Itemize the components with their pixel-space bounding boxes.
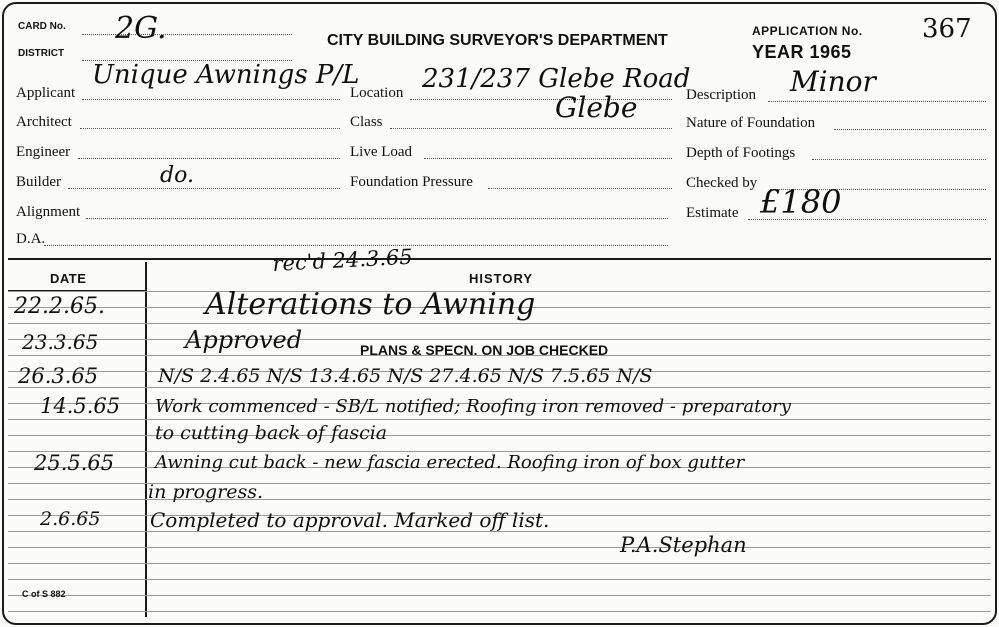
live-load-line <box>424 158 672 159</box>
location-value-2: Glebe <box>555 91 638 124</box>
entry-text: Completed to approval. Marked off list. <box>150 508 550 532</box>
applicant-line <box>82 99 340 100</box>
entry-date: 2.6.65 <box>40 508 101 530</box>
depth-of-footings-line <box>812 159 986 160</box>
builder-label: Builder <box>16 174 61 190</box>
nature-of-foundation-line <box>834 129 986 130</box>
department-title: CITY BUILDING SURVEYOR'S DEPARTMENT <box>327 32 668 49</box>
date-column-header: DATE <box>50 271 87 286</box>
builder-line <box>68 188 340 189</box>
checked-by-label: Checked by <box>686 175 758 191</box>
entry-text: Approved <box>185 326 303 354</box>
live-load-label: Live Load <box>350 144 413 160</box>
builder-value: do. <box>160 163 194 188</box>
architect-line <box>80 128 340 129</box>
entry-text: in progress. <box>148 481 264 503</box>
year-label: YEAR 1965 <box>752 42 852 62</box>
estimate-value: £180 <box>760 183 842 221</box>
history-top-rule <box>8 258 991 260</box>
engineer-line <box>78 158 340 159</box>
alignment-line <box>86 218 668 219</box>
entry-text: N/S 2.4.65 N/S 13.4.65 N/S 27.4.65 N/S 7.5.65 N/S <box>158 365 653 387</box>
application-label: APPLICATION No. <box>752 24 863 38</box>
history-column-header: HISTORY <box>469 271 534 286</box>
entry-date: 14.5.65 <box>40 394 121 418</box>
description-value: Minor <box>790 65 876 98</box>
entry-date: 25.5.65 <box>34 451 115 475</box>
entry-text: to cutting back of fascia <box>155 422 388 444</box>
da-line <box>44 245 668 246</box>
entry-text: Alterations to Awning <box>205 287 536 322</box>
plans-checked-stamp: PLANS & SPECN. ON JOB CHECKED <box>360 342 609 358</box>
estimate-label: Estimate <box>686 205 739 221</box>
form-code: C of S 882 <box>22 589 66 599</box>
da-label: D.A. <box>16 231 46 247</box>
description-label: Description <box>686 87 756 103</box>
received-note: rec'd 24.3.65 <box>271 244 414 276</box>
signature: P.A.Stephan <box>620 533 747 557</box>
entry-date: 23.3.65 <box>22 330 99 354</box>
engineer-label: Engineer <box>16 144 71 160</box>
entry-date: 22.2.65. <box>14 294 105 319</box>
application-number: 367 <box>922 14 972 44</box>
architect-label: Architect <box>16 114 72 130</box>
entry-text: Work commenced - SB/L notified; Roofing iron removed - preparatory <box>155 396 791 417</box>
foundation-pressure-label: Foundation Pressure <box>350 174 473 190</box>
foundation-pressure-line <box>488 188 672 189</box>
entry-text: Awning cut back - new fascia erected. Roofing iron of box gutter <box>155 452 745 473</box>
applicant-value: Unique Awnings P/L <box>92 60 360 90</box>
location-label: Location <box>350 85 404 101</box>
card-no-line <box>82 34 292 35</box>
applicant-label: Applicant <box>16 85 76 101</box>
class-line <box>390 128 672 129</box>
alignment-label: Alignment <box>16 204 81 220</box>
card-no-label: CARD No. <box>18 21 66 32</box>
description-line <box>768 101 986 102</box>
district-label: DISTRICT <box>18 48 65 59</box>
nature-of-foundation-label: Nature of Foundation <box>686 115 816 131</box>
class-label: Class <box>350 114 383 130</box>
card-no-value: 2G. <box>115 11 167 46</box>
depth-of-footings-label: Depth of Footings <box>686 145 796 161</box>
location-value-1: 231/237 Glebe Road <box>422 64 691 94</box>
entry-date: 26.3.65 <box>18 364 99 388</box>
